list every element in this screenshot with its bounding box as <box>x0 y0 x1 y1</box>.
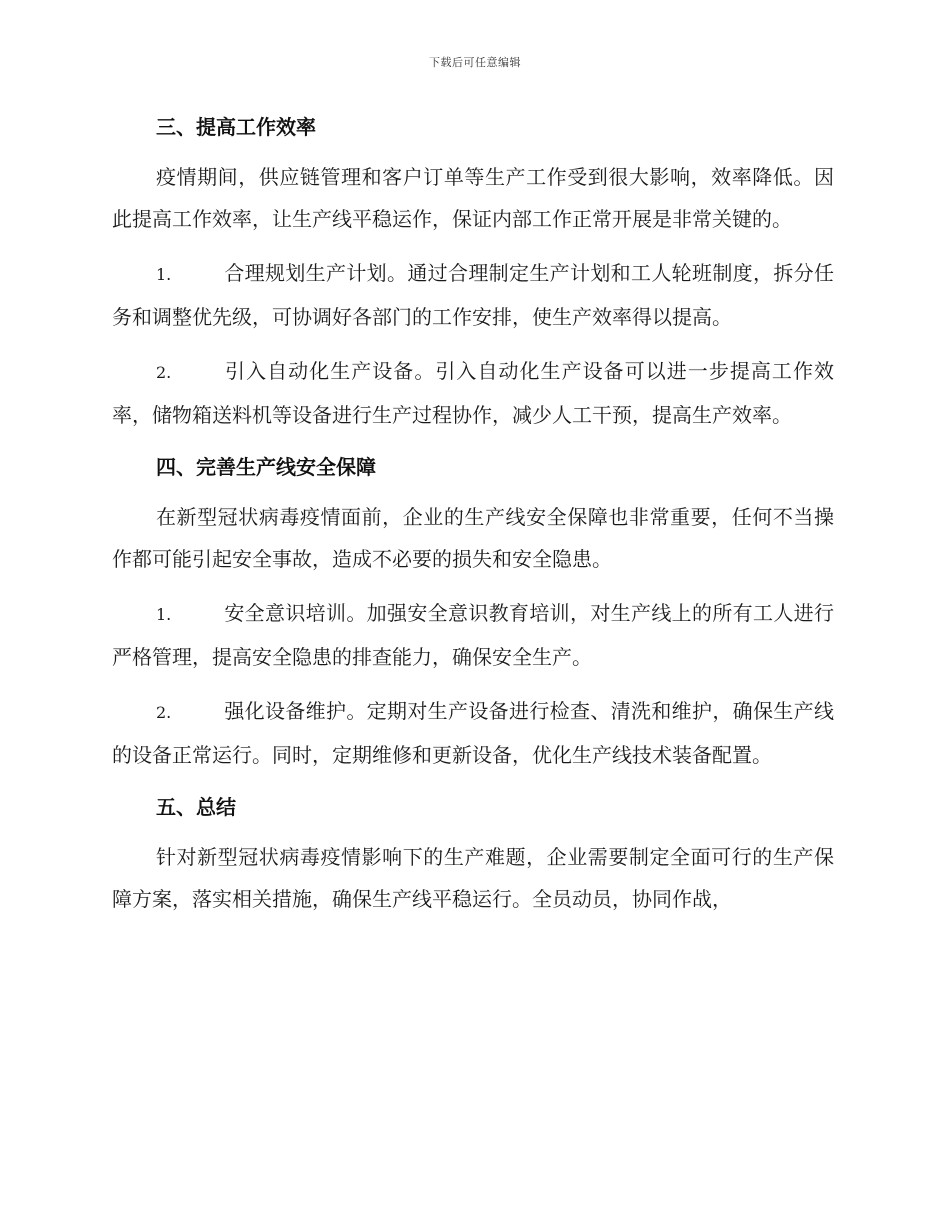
item-text: 强化设备维护。定期对生产设备进行检查、清洗和维护，确保生产线的设备正常运行。同时，定期维修和更新设备，优化生产线技术装备配置。 <box>112 699 834 767</box>
page-header: 下载后可任意编辑 <box>429 56 521 69</box>
section-heading-4: 四、完善生产线安全保障 <box>156 455 376 479</box>
item-number: 2. <box>156 703 172 722</box>
section-3-intro: 疫情期间，供应链管理和客户订单等生产工作受到很大影响，效率降低。因此提高工作效率，让生产线平稳运作，保证内部工作正常开展是非常关键的。 <box>112 165 834 231</box>
section-4-item-1 <box>112 592 834 678</box>
item-text: 安全意识培训。加强安全意识教育培训，对生产线上的所有工人进行严格管理，提高安全隐患的排查能力，确保安全生产。 <box>112 601 834 669</box>
item-text: 引入自动化生产设备。引入自动化生产设备可以进一步提高工作效率，储物箱送料机等设备进行生产过程协作，减少人工干预，提高生产效率。 <box>112 359 834 427</box>
section-heading-5: 五、总结 <box>156 795 236 819</box>
section-5-intro: 针对新型冠状病毒疫情影响下的生产难题，企业需要制定全面可行的生产保障方案，落实相关措施，确保生产线平稳运行。全员动员，协同作战， <box>112 845 834 911</box>
item-text: 合理规划生产计划。通过合理制定生产计划和工人轮班制度，拆分任务和调整优先级，可协调好各部门的工作安排，使生产效率得以提高。 <box>112 261 834 329</box>
document-body <box>112 108 834 932</box>
section-heading-3: 三、提高工作效率 <box>156 115 316 139</box>
section-3-item-2 <box>112 350 834 436</box>
item-number: 1. <box>156 605 172 624</box>
section-4-intro: 在新型冠状病毒疫情面前，企业的生产线安全保障也非常重要，任何不当操作都可能引起安全事故，造成不必要的损失和安全隐患。 <box>112 505 834 571</box>
item-number: 1. <box>156 265 172 284</box>
item-number: 2. <box>156 363 172 382</box>
section-3-item-1 <box>112 252 834 338</box>
section-4-item-2 <box>112 690 834 776</box>
